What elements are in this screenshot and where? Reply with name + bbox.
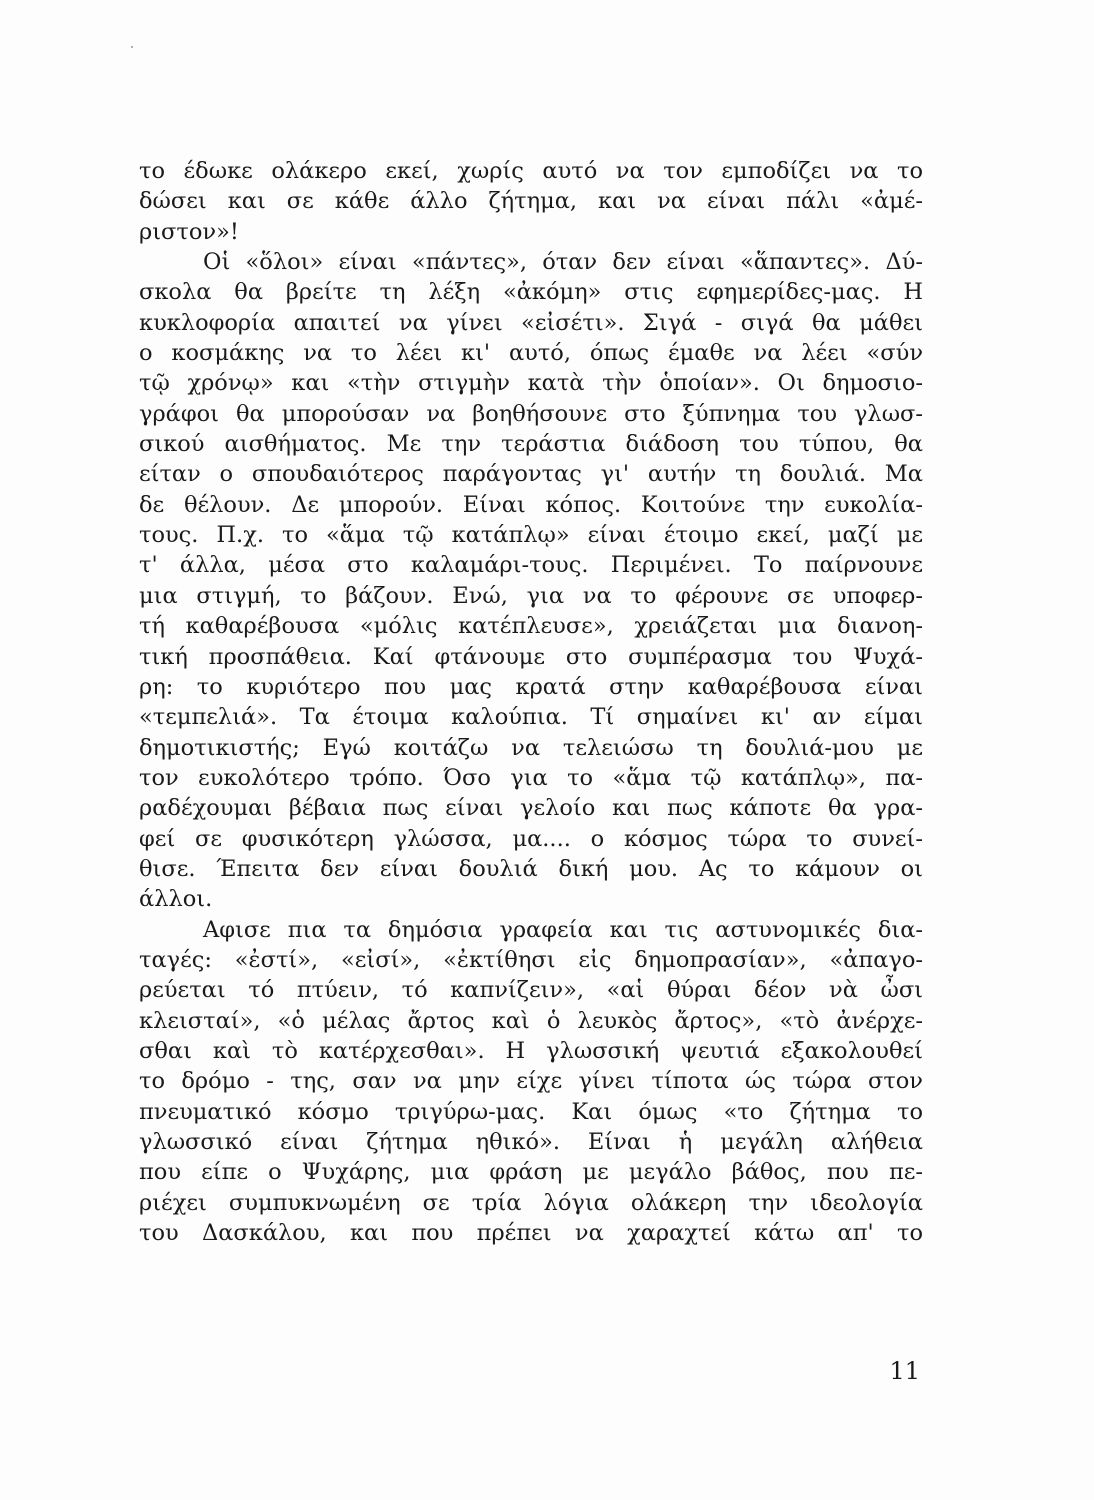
text-line: τον ευκολότερο τρόπο. Όσο για το «ἅμα τῷ κατάπλῳ», πα- <box>139 764 923 791</box>
text-line: τους. Π.χ. το «ἅμα τῷ κατάπλῳ» είναι έτοιμο εκεί, μαζί με <box>139 522 923 549</box>
text-line: τική προσπάθεια. Καί φτάνουμε στο συμπέρασμα του Ψυχά- <box>139 643 923 670</box>
paragraph-start-line: Οἱ «ὅλοι» είναι «πάντες», όταν δεν είναι «ἅπαντες». Δύ- <box>203 249 923 276</box>
text-line: ραδέχουμαι βέβαια πως είναι γελοίο και πως κάποτε θα γρα- <box>139 795 923 822</box>
text-line: κλεισταί», «ὁ μέλας ἄρτος καὶ ὁ λευκὸς ἄρτος», «τὸ ἀνέρχε- <box>139 1007 923 1034</box>
text-line: τῷ χρόνῳ» και «τὴν στιγμὴν κατὰ τὴν ὁποίαν». Οι δημοσιο- <box>139 370 923 397</box>
text-line: σκολα θα βρείτε τη λέξη «ἀκόμη» στις εφημερίδες-μας. Η <box>139 279 923 306</box>
text-line: του Δασκάλου, και που πρέπει να χαραχτεί κάτω απ' το <box>139 1220 923 1247</box>
text-line: κυκλοφορία απαιτεί να γίνει «εἰσέτι». Σιγά - σιγά θα μάθει <box>139 309 923 336</box>
text-line: σικού αισθήματος. Με την τεράστια διάδοση του τύπου, θα <box>139 431 923 458</box>
paragraph-start-line: Αφισε πια τα δημόσια γραφεία και τις αστυνομικές δια- <box>203 916 923 943</box>
text-line: τή καθαρέβουσα «μόλις κατέπλευσε», χρειάζεται μια διανοη- <box>139 613 923 640</box>
text-line: ριέχει συμπυκνωμένη σε τρία λόγια ολάκερη την ιδεολογία <box>139 1189 923 1216</box>
text-line: δημοτικιστής; Εγώ κοιτάζω να τελειώσω τη δουλιά-μου με <box>139 734 923 761</box>
text-line: θισε. Έπειτα δεν είναι δουλιά δική μου. Ας το κάμουν οι <box>139 855 923 882</box>
text-line: γλωσσικό είναι ζήτημα ηθικό». Είναι ἡ μεγάλη αλήθεια <box>139 1129 923 1155</box>
text-line: είταν ο σπουδαιότερος παράγοντας γι' αυτήν τη δουλιά. Μα <box>139 461 923 488</box>
text-line: που είπε ο Ψυχάρης, μια φράση με μεγάλο βάθος, που πε- <box>139 1159 923 1186</box>
speck-mark <box>131 46 133 48</box>
text-line: μια στιγμή, το βάζουν. Ενώ, για να το φέρουνε σε υποφερ- <box>139 582 923 609</box>
text-line: «τεμπελιά». Τα έτοιμα καλούπια. Τί σημαίνει κι' αν είμαι <box>139 704 923 731</box>
text-line: ριστον»! <box>139 218 239 245</box>
text-line: γράφοι θα μπορούσαν να βοηθήσουνε στο ξύπνημα του γλωσ- <box>139 400 923 427</box>
text-line: ρη: το κυριότερο που μας κρατά στην καθαρέβουσα είναι <box>139 673 923 700</box>
text-line: σθαι καὶ τὸ κατέρχεσθαι». Η γλωσσική ψευτιά εξακολουθεί <box>139 1037 923 1064</box>
text-line: το δρόμο - της, σαν να μην είχε γίνει τίποτα ώς τώρα στον <box>139 1068 923 1095</box>
page-number: 11 <box>889 1357 920 1385</box>
body-text <box>139 156 923 1248</box>
text-line: άλλοι. <box>139 886 213 913</box>
text-line: ο κοσμάκης να το λέει κι' αυτό, όπως έμαθε να λέει «σύν <box>139 340 923 367</box>
text-line: το έδωκε ολάκερο εκεί, χωρίς αυτό να τον εμποδίζει να το <box>139 158 923 184</box>
text-line: φεί σε φυσικότερη γλώσσα, μα.... ο κόσμος τώρα το συνεί- <box>139 825 923 852</box>
text-line: δε θέλουν. Δε μπορούν. Είναι κόπος. Κοιτούνε την ευκολία- <box>139 491 923 518</box>
text-line: πνευματικό κόσμο τριγύρω-μας. Και όμως «το ζήτημα το <box>139 1098 923 1125</box>
text-line: ταγές: «ἐστί», «εἰσί», «ἐκτίθησι εἰς δημοπρασίαν», «ἀπαγο- <box>139 946 923 973</box>
text-line: τ' άλλα, μέσα στο καλαμάρι-τους. Περιμένει. Το παίρνουνε <box>139 552 923 579</box>
text-line: ρεύεται τό πτύειν, τό καπνίζειν», «αἱ θύραι δέον νὰ ὦσι <box>139 977 923 1004</box>
text-line: δώσει και σε κάθε άλλο ζήτημα, και να είναι πάλι «ἀμέ- <box>139 188 923 215</box>
